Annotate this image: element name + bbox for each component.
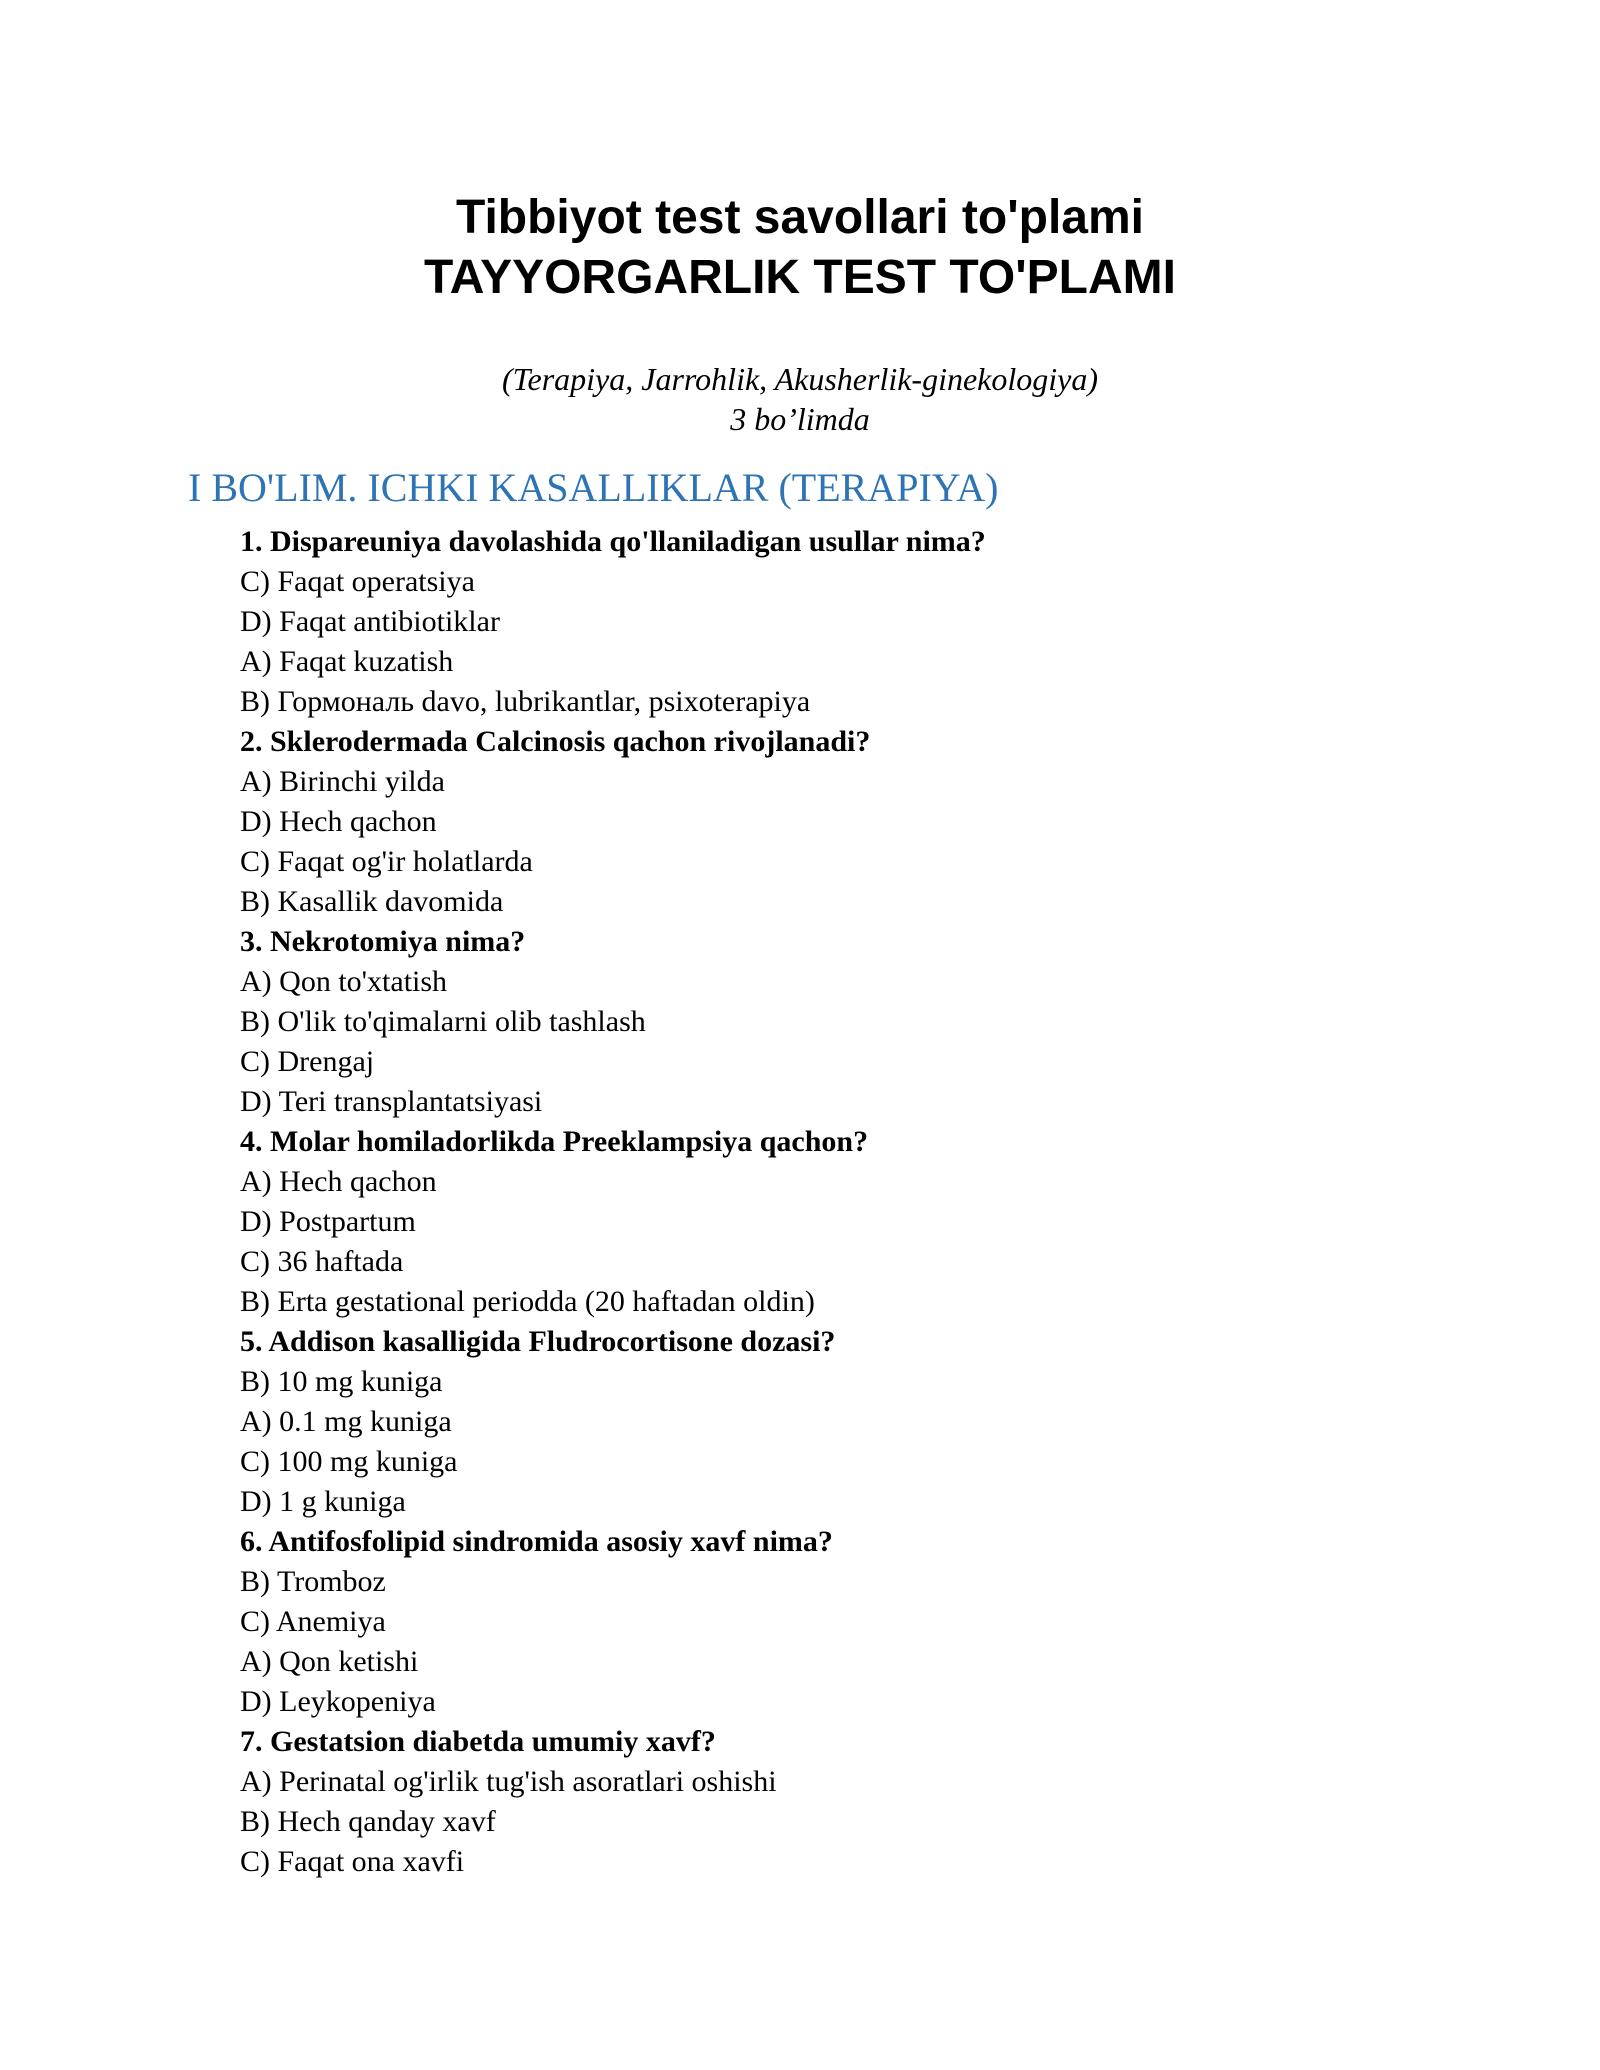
document-title: Tibbiyot test savollari to'plami bbox=[455, 191, 1144, 244]
answer-option: C) Faqat og'ir holatlarda bbox=[240, 845, 533, 878]
document-title-secondary: TAYYORGARLIK TEST TO'PLAMI bbox=[424, 251, 1176, 304]
answer-option: B) O'lik to'qimalarni olib tashlash bbox=[240, 1005, 646, 1038]
answer-option: C) Anemiya bbox=[240, 1605, 386, 1638]
subtitle-topics: (Terapiya, Jarrohlik, Akusherlik-ginekologiya) bbox=[501, 361, 1099, 397]
answer-option: C) Faqat operatsiya bbox=[240, 565, 475, 598]
question-block bbox=[240, 1322, 1540, 1522]
question-block bbox=[240, 1722, 1540, 1882]
answer-option: B) Hech qanday xavf bbox=[240, 1805, 496, 1838]
answer-option: A) 0.1 mg kuniga bbox=[240, 1405, 452, 1438]
answer-option: A) Birinchi yilda bbox=[240, 765, 445, 798]
answer-option: A) Faqat kuzatish bbox=[240, 645, 454, 678]
question-text: 2. Sklerodermada Calcinosis qachon rivojlanadi? bbox=[240, 725, 871, 758]
question-block bbox=[240, 1122, 1540, 1322]
question-list bbox=[240, 522, 1540, 1882]
answer-option: B) Tromboz bbox=[240, 1565, 386, 1598]
question-text: 6. Antifosfolipid sindromida asosiy xavf nima? bbox=[240, 1525, 833, 1558]
section-heading: I BO'LIM. ICHKI KASALLIKLAR (TERAPIYA) bbox=[188, 465, 999, 510]
answer-option: A) Perinatal og'irlik tug'ish asoratlari oshishi bbox=[240, 1765, 777, 1798]
question-block bbox=[240, 722, 1540, 922]
answer-option: D) Hech qachon bbox=[240, 805, 437, 838]
answer-option: C) 36 haftada bbox=[240, 1245, 404, 1278]
answer-option: D) 1 g kuniga bbox=[240, 1485, 406, 1518]
answer-option: B) Erta gestational periodda (20 haftadan oldin) bbox=[240, 1285, 815, 1318]
question-block bbox=[240, 522, 1540, 722]
title-block bbox=[0, 188, 1600, 308]
answer-option: D) Postpartum bbox=[240, 1205, 416, 1238]
question-text: 4. Molar homiladorlikda Preeklampsiya qachon? bbox=[240, 1125, 869, 1158]
subtitle-parts: 3 bo’limda bbox=[730, 401, 870, 437]
question-text: 5. Addison kasalligida Fludrocortisone dozasi? bbox=[240, 1325, 836, 1358]
question-block bbox=[240, 922, 1540, 1122]
answer-option: C) Drengaj bbox=[240, 1045, 375, 1078]
answer-option: B) Гормональ davo, lubrikantlar, psixoterapiya bbox=[240, 685, 811, 718]
question-text: 3. Nekrotomiya nima? bbox=[240, 925, 526, 958]
answer-option: A) Hech qachon bbox=[240, 1165, 437, 1198]
answer-option: D) Faqat antibiotiklar bbox=[240, 605, 500, 638]
answer-option: C) 100 mg kuniga bbox=[240, 1445, 458, 1478]
answer-option: C) Faqat ona xavfi bbox=[240, 1845, 465, 1878]
question-text: 7. Gestatsion diabetda umumiy xavf? bbox=[240, 1725, 716, 1758]
question-block bbox=[240, 1522, 1540, 1722]
question-text: 1. Dispareuniya davolashida qo'llaniladigan usullar nima? bbox=[240, 525, 986, 558]
answer-option: D) Leykopeniya bbox=[240, 1685, 436, 1718]
answer-option: A) Qon ketishi bbox=[240, 1645, 419, 1678]
answer-option: D) Teri transplantatsiyasi bbox=[240, 1085, 543, 1118]
answer-option: B) 10 mg kuniga bbox=[240, 1365, 443, 1398]
answer-option: B) Kasallik davomida bbox=[240, 885, 504, 918]
answer-option: A) Qon to'xtatish bbox=[240, 965, 448, 998]
subtitle-block bbox=[0, 359, 1600, 439]
